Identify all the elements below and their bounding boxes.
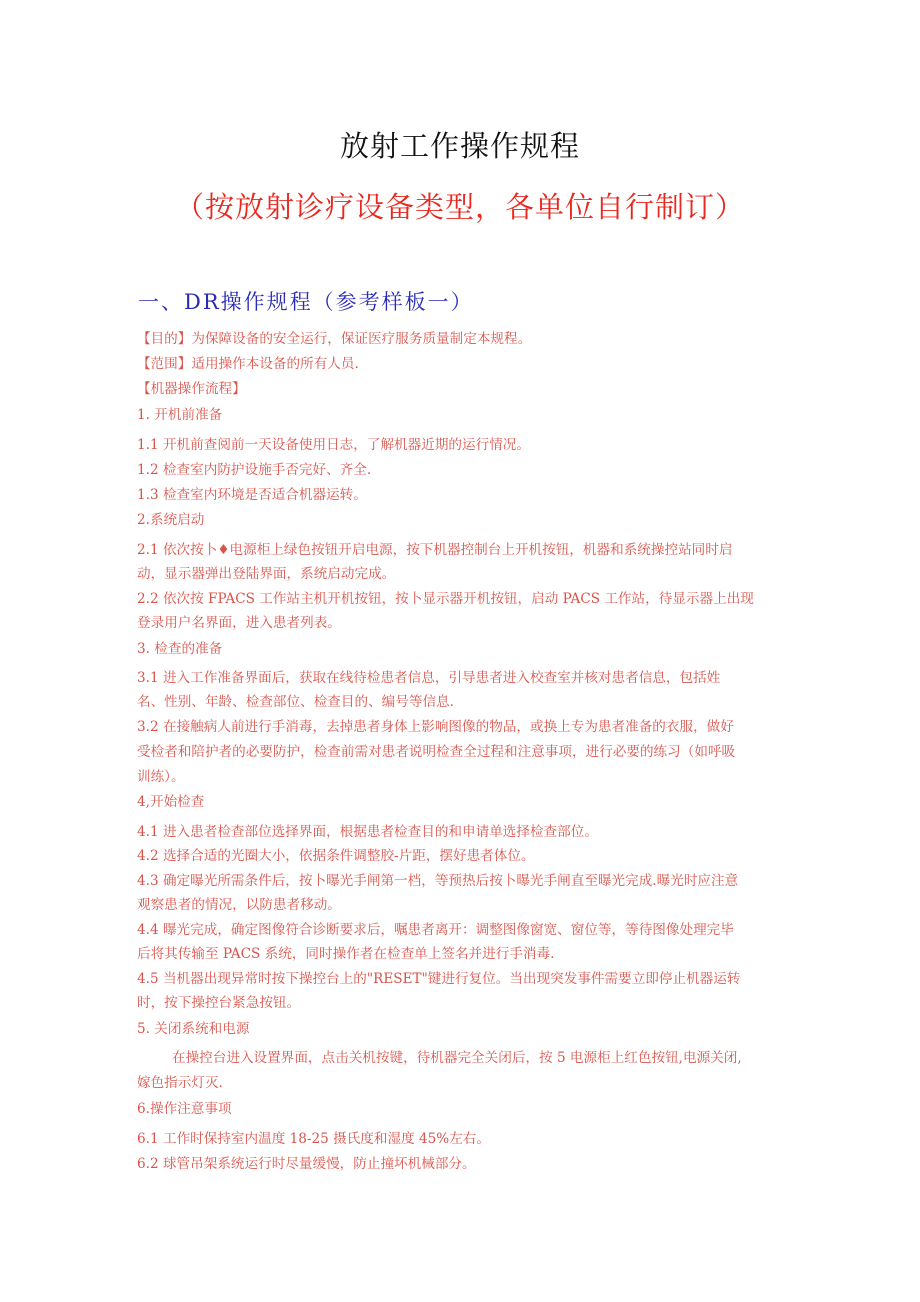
step-line: 3.1 进入工作准备界面后，获取在线待检患者信息，引导患者进入校查室并核对患者信息，包括姓 xyxy=(137,670,721,686)
step-line: 4.5 当机器出现异常时按下操控台上的"RESET"键进行复位。当出现突发事件需要立即停止机器运转 xyxy=(137,971,741,987)
step-line: 训练）。 xyxy=(137,769,185,785)
procedure-heading: 【机器操作流程】 xyxy=(137,381,246,397)
section-heading: 一、DR操作规程（参考样板一） xyxy=(138,290,474,314)
step-line: 1.3 检查室内环境是否适合机器运转。 xyxy=(137,487,367,503)
step-line: 时，按下操控台紧急按钮。 xyxy=(137,995,301,1011)
step-line: 名、性别、年龄、检查部位、检查目的、编号等信息. xyxy=(137,694,454,710)
purpose-line: 【目的】为保障设备的安全运行，保证医疗服务质量制定本规程。 xyxy=(137,331,532,347)
step-heading: 2.系统启动 xyxy=(137,512,205,528)
step-heading: 5. 关闭系统和电源 xyxy=(137,1021,250,1037)
step-line: 4.2 选择合适的光圈大小，依据条件调整胶-片距，摆好患者体位。 xyxy=(137,848,535,864)
step-line: 观察患者的情况，以防患者移动。 xyxy=(137,897,341,913)
step-line: 1.1 开机前查阅前一天设备使用日志，了解机器近期的运行情况。 xyxy=(137,437,530,453)
step-line: 2.1 依次按卜♦电源柜上绿色按钮开启电源，按下机器控制台上开机按钮，机器和系统操控站同时启 xyxy=(137,542,733,558)
step-line: 4.3 确定曝光所需条件后，按卜曝光手闸第一档，等预热后按卜曝光手闸直至曝光完成.曝光时应注意 xyxy=(137,873,739,889)
step-line: 4.1 进入患者检查部位选择界面，根据患者检查目的和申请单选择检查部位。 xyxy=(137,824,598,840)
scope-line: 【范围】适用操作本设备的所有人员. xyxy=(137,356,359,372)
step-line: 动，显示器弹出登陆界面，系统启动完成。 xyxy=(137,566,396,582)
step-line: 在操控台进入设置界面，点击关机按键，待机器完全关闭后，按 5 电源柜上红色按钮,电源关闭, xyxy=(172,1050,742,1066)
step-heading: 6.操作注意事项 xyxy=(137,1101,232,1117)
step-line: 后将其传输至 PACS 系统，同时操作者在检查单上签名并进行手消毒. xyxy=(137,946,555,962)
step-line: 受检者和陪护者的必要防护，检查前需对患者说明检查全过程和注意事项，进行必要的练习（如呼吸 xyxy=(137,744,736,760)
step-line: 6.1 工作时保持室内温度 18-25 摄氏度和湿度 45%左右。 xyxy=(137,1131,490,1147)
step-heading: 4,开始检查 xyxy=(137,794,205,810)
step-line: 嫁色指示灯灭. xyxy=(137,1075,223,1091)
step-line: 3.2 在接触病人前进行手消毒，去掉患者身体上影响图像的物品，或换上专为患者准备的衣服，做好 xyxy=(137,719,734,735)
step-line: 2.2 依次按 FPACS 工作站主机开机按钮，按卜显示器开机按钮，启动 PACS 工作站，待显示器上出现 xyxy=(137,591,754,607)
step-line: 4.4 曝光完成，确定图像符合诊断要求后，嘱患者离开：调整图像窗宽、窗位等，等待图像处理完毕 xyxy=(137,922,734,938)
step-heading: 1. 开机前准备 xyxy=(137,407,223,423)
step-heading: 3. 检查的准备 xyxy=(137,641,223,657)
step-line: 6.2 球管吊架系统运行时尽量缓慢，防止撞坏机械部分。 xyxy=(137,1156,476,1172)
document-title: 放射工作操作规程 xyxy=(339,129,580,163)
step-line: 登录用户名界面，进入患者列表。 xyxy=(137,615,341,631)
step-line: 1.2 检查室内防护设施手否完好、齐全. xyxy=(137,462,372,478)
document-subtitle: （按放射诊疗设备类型，各单位自行制订） xyxy=(174,190,745,224)
